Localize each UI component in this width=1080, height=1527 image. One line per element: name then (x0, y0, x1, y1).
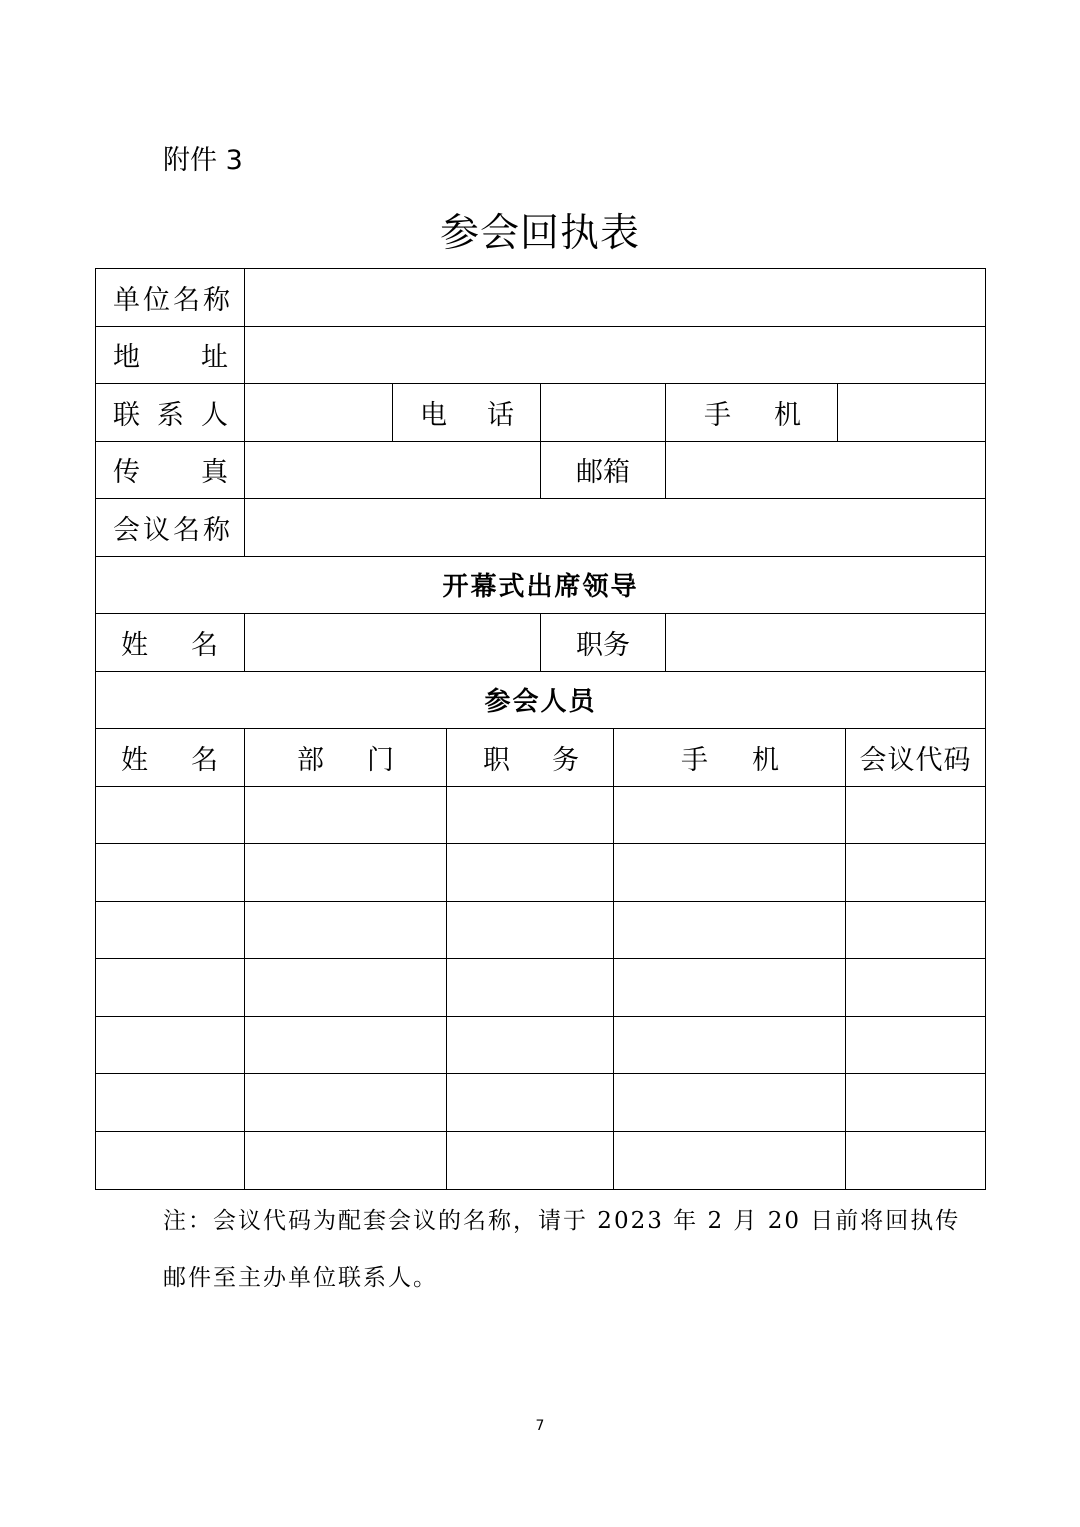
leader-position-label: 职务 (541, 614, 666, 671)
col-header-char: 务 (552, 744, 579, 776)
attendee-meeting-code-cell[interactable] (846, 959, 986, 1016)
attendee-department-cell[interactable] (245, 1074, 447, 1131)
attendee-row (96, 843, 986, 901)
col-header-char: 职 (483, 744, 510, 776)
attendee-meeting-code-cell[interactable] (846, 1017, 986, 1074)
contact-label-char: 系 (157, 399, 184, 431)
row-attendee-headers (96, 728, 986, 786)
leader-name-label (96, 614, 245, 671)
fax-label-char: 传 (113, 457, 140, 489)
attendee-row (96, 958, 986, 1016)
attendee-mobile-cell[interactable] (614, 1017, 846, 1074)
col-header-char: 门 (367, 744, 394, 776)
row-leaders-heading (96, 556, 986, 614)
phone-field[interactable] (541, 384, 666, 441)
col-header-char: 姓 (121, 744, 148, 776)
attendee-row (96, 1016, 986, 1074)
attendee-row (96, 786, 986, 844)
attendee-meeting-code-cell[interactable] (846, 902, 986, 959)
attendee-position-cell[interactable] (447, 959, 614, 1016)
attendee-name-cell[interactable] (96, 959, 245, 1016)
address-label-char: 址 (201, 342, 228, 374)
meeting-name-label: 会议名称 (96, 499, 245, 556)
note-line-2: 邮件至主办单位联系人。 (163, 1265, 438, 1291)
form-title: 参会回执表 (439, 211, 640, 256)
leader-name-field[interactable] (245, 614, 541, 671)
leader-position-field[interactable] (666, 614, 986, 671)
note-line-1: 注：会议代码为配套会议的名称，请于 2023 年 2 月 20 日前将回执传 (163, 1208, 961, 1234)
col-header-char: 名 (191, 744, 218, 776)
attendee-mobile-cell[interactable] (614, 902, 846, 959)
attendee-mobile-cell[interactable] (614, 787, 846, 844)
col-header-char: 手 (681, 744, 708, 776)
col-header-position (447, 729, 614, 786)
attendee-position-cell[interactable] (447, 1017, 614, 1074)
mobile-field[interactable] (838, 384, 986, 441)
leader-name-label-char: 名 (191, 629, 218, 661)
attendees-heading: 参会人员 (96, 672, 986, 729)
col-header-char: 部 (297, 744, 324, 776)
contact-field[interactable] (245, 384, 393, 441)
mobile-label-char: 手 (704, 399, 731, 431)
row-leader (96, 613, 986, 671)
attendee-position-cell[interactable] (447, 902, 614, 959)
email-field[interactable] (666, 442, 986, 499)
attendee-name-cell[interactable] (96, 844, 245, 901)
row-contact (96, 383, 986, 441)
attendee-name-cell[interactable] (96, 902, 245, 959)
attendee-mobile-cell[interactable] (614, 844, 846, 901)
attendee-department-cell[interactable] (245, 902, 447, 959)
mobile-label (666, 384, 838, 441)
col-header-department (245, 729, 447, 786)
attendee-meeting-code-cell[interactable] (846, 1132, 986, 1189)
attendee-name-cell[interactable] (96, 1132, 245, 1189)
col-header-meeting-code: 会议代码 (846, 729, 986, 786)
leaders-heading: 开幕式出席领导 (96, 557, 986, 614)
phone-label-char: 电 (420, 399, 447, 431)
row-attendees-heading (96, 671, 986, 729)
attendee-row (96, 901, 986, 959)
attendee-name-cell[interactable] (96, 1017, 245, 1074)
attendee-mobile-cell[interactable] (614, 959, 846, 1016)
unit-name-label: 单位名称 (96, 269, 245, 326)
contact-label (96, 384, 245, 441)
attendee-department-cell[interactable] (245, 959, 447, 1016)
contact-label-char: 人 (201, 399, 228, 431)
email-label: 邮箱 (541, 442, 666, 499)
row-meeting-name (96, 498, 986, 556)
attendee-mobile-cell[interactable] (614, 1132, 846, 1189)
attendee-position-cell[interactable] (447, 787, 614, 844)
address-field[interactable] (245, 327, 986, 384)
row-fax (96, 441, 986, 499)
phone-label (393, 384, 541, 441)
row-unit-name (96, 268, 986, 326)
unit-name-field[interactable] (245, 269, 986, 326)
attendee-row (96, 1073, 986, 1131)
attendee-position-cell[interactable] (447, 1074, 614, 1131)
address-label (96, 327, 245, 384)
attendee-meeting-code-cell[interactable] (846, 844, 986, 901)
address-label-char: 地 (113, 342, 140, 374)
attendee-name-cell[interactable] (96, 1074, 245, 1131)
attendee-meeting-code-cell[interactable] (846, 787, 986, 844)
attachment-label: 附件 3 (163, 145, 243, 176)
row-address (96, 326, 986, 384)
attendee-position-cell[interactable] (447, 1132, 614, 1189)
contact-label-char: 联 (113, 399, 140, 431)
meeting-name-field[interactable] (245, 499, 986, 556)
receipt-form-table (95, 268, 986, 1190)
mobile-label-char: 机 (774, 399, 801, 431)
attendee-meeting-code-cell[interactable] (846, 1074, 986, 1131)
col-header-char: 机 (752, 744, 779, 776)
attendee-department-cell[interactable] (245, 787, 447, 844)
fax-field[interactable] (245, 442, 541, 499)
fax-label (96, 442, 245, 499)
phone-label-char: 话 (487, 399, 514, 431)
attendee-department-cell[interactable] (245, 1017, 447, 1074)
attendee-mobile-cell[interactable] (614, 1074, 846, 1131)
attendee-department-cell[interactable] (245, 844, 447, 901)
attendee-department-cell[interactable] (245, 1132, 447, 1189)
col-header-mobile (614, 729, 846, 786)
attendee-position-cell[interactable] (447, 844, 614, 901)
col-header-name (96, 729, 245, 786)
page-number: 7 (535, 1418, 545, 1434)
fax-label-char: 真 (201, 457, 228, 489)
leader-name-label-char: 姓 (121, 629, 148, 661)
attendee-row (96, 1131, 986, 1190)
attendee-name-cell[interactable] (96, 787, 245, 844)
